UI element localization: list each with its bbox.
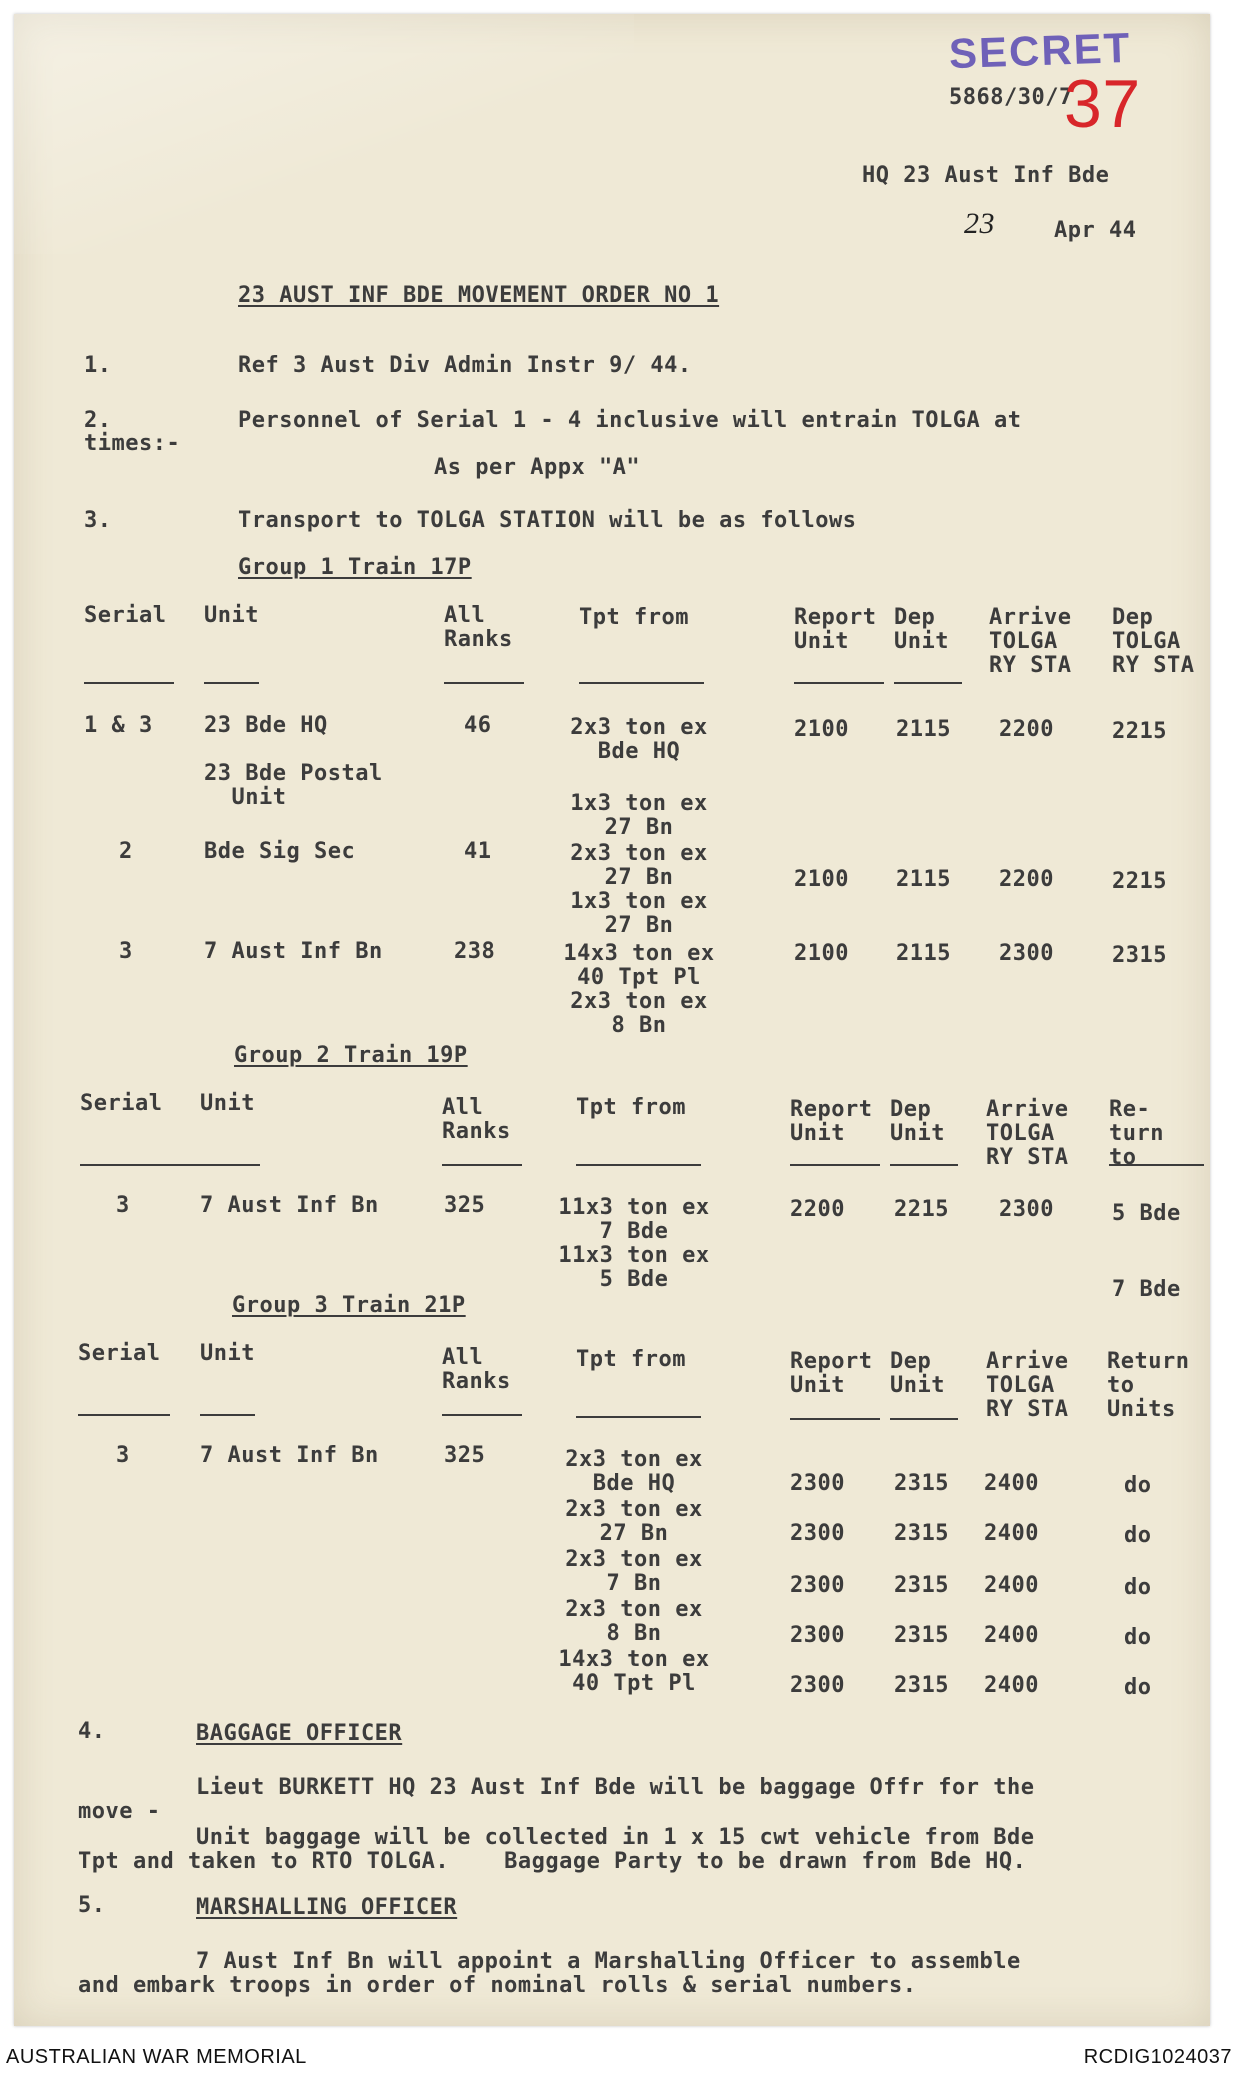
g2-r1-tpt: 11x3 ton ex 7 Bde 11x3 ton ex 5 Bde	[558, 1195, 710, 1292]
g1-r3-tpt: 2x3 ton ex 27 Bn 1x3 ton ex 27 Bn	[570, 841, 708, 938]
g3-r4-return: do	[1124, 1625, 1152, 1650]
g1-r1-serial: 1 & 3	[84, 713, 153, 738]
g2-r1-return-2: 7 Bde	[1112, 1277, 1181, 1302]
g1-r4-arrive: 2300	[999, 941, 1054, 966]
para4-line3: Unit baggage will be collected in 1 x 15 cwt vehicle from Bde	[196, 1825, 1035, 1850]
g3-r2-report: 2300	[790, 1521, 845, 1546]
date-month-year: Apr 44	[1054, 218, 1137, 243]
para2-number: 2.	[84, 408, 112, 433]
g3-r5-return: do	[1124, 1675, 1152, 1700]
g1-r3-report: 2100	[794, 867, 849, 892]
group2-header-unit: Unit	[200, 1091, 255, 1116]
g3-r1-return: do	[1124, 1473, 1152, 1498]
g3-rule-tpt	[576, 1416, 701, 1418]
paper-fold-shading	[14, 14, 634, 254]
g1-r4-dep-tolga: 2315	[1112, 943, 1167, 968]
group1-header-serial: Serial	[84, 603, 167, 628]
g2-r1-dep: 2215	[894, 1197, 949, 1222]
para1-number: 1.	[84, 353, 112, 378]
g2-r1-serial: 3	[116, 1193, 130, 1218]
g3-r4-arrive: 2400	[984, 1623, 1039, 1648]
g1-r2-tpt: 1x3 ton ex 27 Bn	[570, 791, 708, 840]
g1-rule-serial	[84, 682, 174, 684]
g3-r3-arrive: 2400	[984, 1573, 1039, 1598]
g1-rule-tpt	[579, 682, 704, 684]
g3-r2-tpt: 2x3 ton ex 27 Bn	[565, 1497, 703, 1546]
group1-header-report: Report Unit	[794, 605, 877, 654]
para2-line2: As per Appx "A"	[434, 455, 641, 480]
g1-r4-ranks: 238	[454, 939, 496, 964]
group2-header-ranks: All Ranks	[442, 1095, 511, 1144]
group1-header-dep: Dep Unit	[894, 605, 949, 654]
g1-r1-ranks: 46	[464, 713, 492, 738]
g1-r3-unit: Bde Sig Sec	[204, 839, 356, 864]
g1-r1-arrive: 2200	[999, 717, 1054, 742]
group2-header-report: Report Unit	[790, 1097, 873, 1146]
para4-line2: move -	[78, 1799, 161, 1824]
g3-r1-report: 2300	[790, 1471, 845, 1496]
g3-serial: 3	[116, 1443, 130, 1468]
group3-header-unit: Unit	[200, 1341, 255, 1366]
para3-text: Transport to TOLGA STATION will be as follows	[238, 508, 857, 533]
group1-header-ranks: All Ranks	[444, 603, 513, 652]
para4-line1: Lieut BURKETT HQ 23 Aust Inf Bde will be baggage Offr for the	[196, 1775, 1035, 1800]
g2-r1-arrive: 2300	[999, 1197, 1054, 1222]
g1-r3-ranks: 41	[464, 839, 492, 864]
g1-r4-unit: 7 Aust Inf Bn	[204, 939, 383, 964]
g2-r1-ranks: 325	[444, 1193, 486, 1218]
para1-text: Ref 3 Aust Div Admin Instr 9/ 44.	[238, 353, 692, 378]
group3-header-ranks: All Ranks	[442, 1345, 511, 1394]
para5-line2: and embark troops in order of nominal rolls & serial numbers.	[78, 1973, 917, 1998]
group2-header-arrive: Arrive TOLGA RY STA	[986, 1097, 1069, 1170]
date-day-handwritten: 23	[964, 207, 995, 240]
g1-r1-dep-tolga: 2215	[1112, 719, 1167, 744]
g1-rule-unit	[204, 682, 259, 684]
g1-r3-dep-tolga: 2215	[1112, 869, 1167, 894]
g1-rule-dep	[894, 682, 962, 684]
group1-header-unit: Unit	[204, 603, 259, 628]
footer-archive-name: AUSTRALIAN WAR MEMORIAL	[6, 2046, 307, 2068]
g3-r5-arrive: 2400	[984, 1673, 1039, 1698]
file-reference: 5868/30/7	[949, 85, 1073, 110]
g1-r1-dep: 2115	[896, 717, 951, 742]
g1-r4-report: 2100	[794, 941, 849, 966]
group3-header-tpt: Tpt from	[576, 1347, 686, 1372]
g3-r1-arrive: 2400	[984, 1471, 1039, 1496]
folio-number: 37	[1064, 66, 1141, 142]
g3-r5-dep: 2315	[894, 1673, 949, 1698]
hq-line: HQ 23 Aust Inf Bde	[862, 163, 1110, 188]
group3-header-report: Report Unit	[790, 1349, 873, 1398]
g3-r3-tpt: 2x3 ton ex 7 Bn	[565, 1547, 703, 1596]
g3-ranks: 325	[444, 1443, 486, 1468]
group2-title: Group 2 Train 19P	[234, 1043, 468, 1068]
g3-rule-serial	[78, 1414, 170, 1416]
para5-heading: MARSHALLING OFFICER	[196, 1895, 458, 1920]
group3-title: Group 3 Train 21P	[232, 1293, 466, 1318]
g1-r4-serial: 3	[119, 939, 133, 964]
g1-r3-serial: 2	[119, 839, 133, 864]
g3-unit: 7 Aust Inf Bn	[200, 1443, 379, 1468]
g1-r3-dep: 2115	[896, 867, 951, 892]
g2-r1-return-1: 5 Bde	[1112, 1201, 1181, 1226]
g3-r5-tpt: 14x3 ton ex 40 Tpt Pl	[558, 1647, 710, 1696]
g3-r4-report: 2300	[790, 1623, 845, 1648]
document-page	[14, 14, 1210, 2026]
para5-line1: 7 Aust Inf Bn will appoint a Marshalling Officer to assemble	[196, 1949, 1021, 1974]
g2-rule-dep	[890, 1164, 958, 1166]
secret-stamp: SECRET	[948, 23, 1133, 78]
g2-rule-tpt	[576, 1164, 701, 1166]
group2-header-serial: Serial	[80, 1091, 163, 1116]
g3-r1-tpt: 2x3 ton ex Bde HQ	[565, 1447, 703, 1496]
para2-text: Personnel of Serial 1 - 4 inclusive will entrain TOLGA at	[238, 408, 1022, 433]
para2-continuation: times:-	[84, 431, 181, 456]
g1-r1-report: 2100	[794, 717, 849, 742]
g3-r3-return: do	[1124, 1575, 1152, 1600]
g3-rule-dep	[890, 1418, 958, 1420]
g3-rule-unit	[200, 1414, 255, 1416]
g3-r4-tpt: 2x3 ton ex 8 Bn	[565, 1597, 703, 1646]
g3-r3-report: 2300	[790, 1573, 845, 1598]
g2-r1-report: 2200	[790, 1197, 845, 1222]
g1-r1-tpt: 2x3 ton ex Bde HQ	[570, 715, 708, 764]
g1-rule-report	[794, 682, 884, 684]
para3-number: 3.	[84, 508, 112, 533]
para5-number: 5.	[78, 1893, 106, 1918]
g3-r2-arrive: 2400	[984, 1521, 1039, 1546]
group3-header-dep: Dep Unit	[890, 1349, 945, 1398]
group2-header-return: Re- turn to	[1109, 1097, 1164, 1170]
g2-rule-report	[790, 1164, 880, 1166]
group2-header-tpt: Tpt from	[576, 1095, 686, 1120]
footer-catalogue-id: RCDIG1024037	[1083, 2046, 1232, 2068]
g1-r2-unit: 23 Bde Postal Unit	[204, 761, 383, 810]
g3-r3-dep: 2315	[894, 1573, 949, 1598]
g1-r4-dep: 2115	[896, 941, 951, 966]
g1-rule-ranks	[444, 682, 524, 684]
g2-rule-ranks	[442, 1164, 522, 1166]
document-title: 23 AUST INF BDE MOVEMENT ORDER NO 1	[238, 283, 720, 308]
g1-r1-unit: 23 Bde HQ	[204, 713, 328, 738]
g3-r5-report: 2300	[790, 1673, 845, 1698]
g1-r4-tpt: 14x3 ton ex 40 Tpt Pl 2x3 ton ex 8 Bn	[563, 941, 715, 1038]
g3-r2-return: do	[1124, 1523, 1152, 1548]
g2-rule-return	[1109, 1164, 1204, 1166]
group1-title: Group 1 Train 17P	[238, 555, 472, 580]
group2-header-dep: Dep Unit	[890, 1097, 945, 1146]
g1-r3-arrive: 2200	[999, 867, 1054, 892]
group1-header-arrive: Arrive TOLGA RY STA	[989, 605, 1072, 678]
group1-header-tpt: Tpt from	[579, 605, 689, 630]
g2-rule-serial-unit	[80, 1164, 260, 1166]
g3-rule-report	[790, 1418, 880, 1420]
group3-header-arrive: Arrive TOLGA RY STA	[986, 1349, 1069, 1422]
g2-r1-unit: 7 Aust Inf Bn	[200, 1193, 379, 1218]
para4-heading: BAGGAGE OFFICER	[196, 1721, 403, 1746]
g3-r2-dep: 2315	[894, 1521, 949, 1546]
group1-header-dep-tolga: Dep TOLGA RY STA	[1112, 605, 1195, 678]
para4-number: 4.	[78, 1719, 106, 1744]
para4-line4: Tpt and taken to RTO TOLGA. Baggage Party to be drawn from Bde HQ.	[78, 1849, 1027, 1874]
group3-header-serial: Serial	[78, 1341, 161, 1366]
g3-r1-dep: 2315	[894, 1471, 949, 1496]
group3-header-return: Return to Units	[1107, 1349, 1190, 1422]
g3-r4-dep: 2315	[894, 1623, 949, 1648]
g3-rule-ranks	[442, 1414, 522, 1416]
